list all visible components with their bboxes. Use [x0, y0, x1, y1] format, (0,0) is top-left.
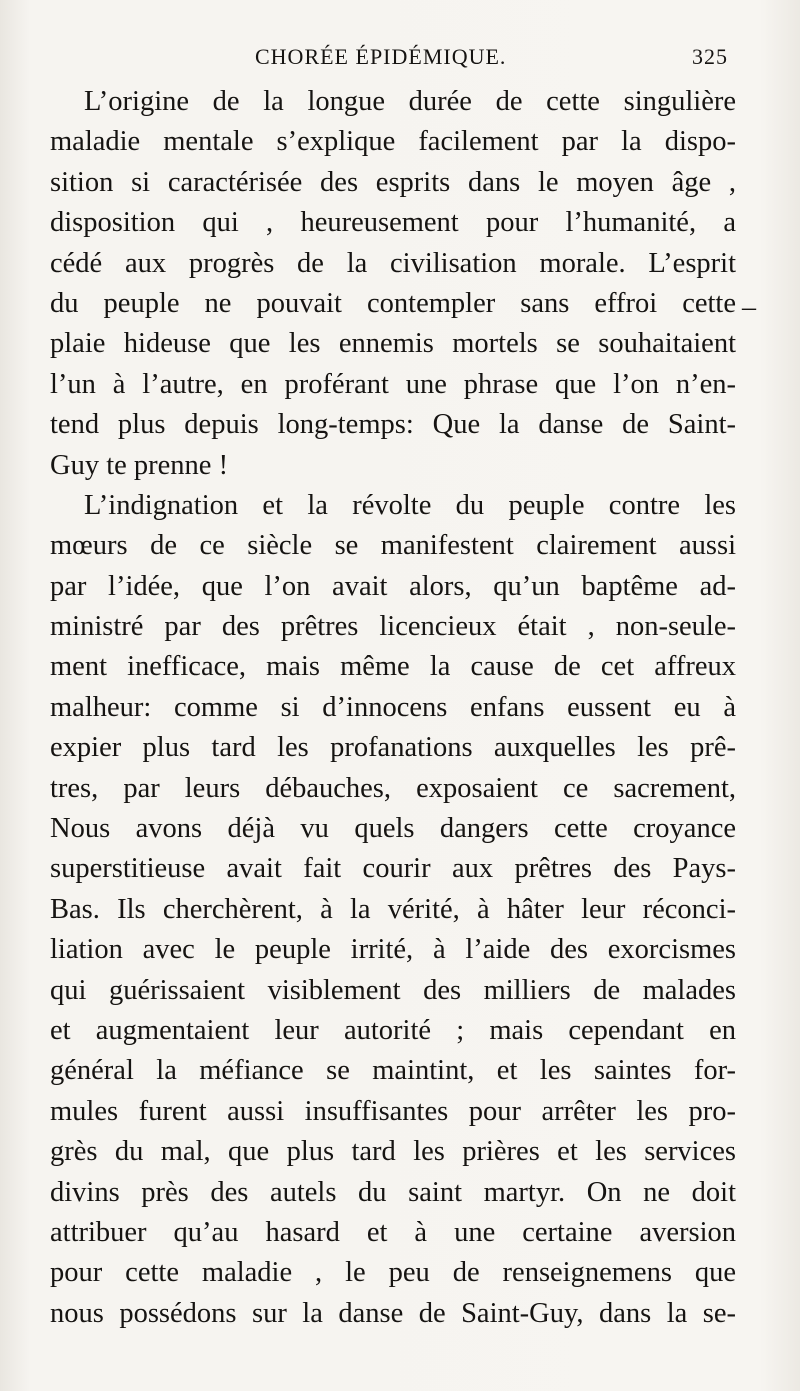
text-line: divins près des autels du saint martyr. On ne doit — [50, 1176, 736, 1208]
text-line: Bas. Ils cherchèrent, à la vérité, à hâter leur réconci- — [50, 893, 736, 925]
page-header — [60, 44, 740, 76]
running-title: CHORÉE ÉPIDÉMIQUE. — [255, 44, 507, 69]
margin-mark: – — [742, 292, 756, 323]
page-number: 325 — [692, 44, 728, 69]
text-line: L’indignation et la révolte du peuple contre les — [84, 489, 736, 521]
text-line: plaie hideuse que les ennemis mortels se souhaitaient — [50, 328, 736, 360]
text-line: maladie mentale s’explique facilement par la dispo- — [50, 126, 736, 158]
text-line: ment inefficace, mais même la cause de cet affreux — [50, 651, 736, 683]
text-line: ministré par des prêtres licencieux était , non-seule- — [50, 611, 736, 643]
text-line: attribuer qu’au hasard et à une certaine aversion — [50, 1216, 736, 1248]
text-line: superstitieuse avait fait courir aux prêtres des Pays- — [50, 853, 736, 885]
text-line: cédé aux progrès de la civilisation morale. L’esprit — [50, 247, 736, 279]
text-line: l’un à l’autre, en proférant une phrase que l’on n’en- — [50, 368, 736, 400]
text-line: mœurs de ce siècle se manifestent clairement aussi — [50, 530, 736, 562]
text-line: par l’idée, que l’on avait alors, qu’un baptême ad- — [50, 570, 736, 602]
text-line: mules furent aussi insuffisantes pour arrêter les pro- — [50, 1095, 736, 1127]
text-line: général la méfiance se maintint, et les saintes for- — [50, 1055, 736, 1087]
text-line: qui guérissaient visiblement des milliers de malades — [50, 974, 736, 1006]
text-line: sition si caractérisée des esprits dans le moyen âge , — [50, 166, 736, 198]
text-line: tend plus depuis long-temps: Que la danse de Saint- — [50, 409, 736, 441]
text-line: liation avec le peuple irrité, à l’aide des exorcismes — [50, 934, 736, 966]
text-line: grès du mal, que plus tard les prières et les services — [50, 1136, 736, 1168]
text-line: et augmentaient leur autorité ; mais cependant en — [50, 1014, 736, 1046]
text-line: Nous avons déjà vu quels dangers cette croyance — [50, 813, 736, 845]
text-line: expier plus tard les profanations auxquelles les prê- — [50, 732, 736, 764]
text-line: L’origine de la longue durée de cette singulière — [84, 86, 736, 117]
body-text — [50, 82, 736, 1334]
text-line: malheur: comme si d’innocens enfans eussent eu à — [50, 691, 736, 723]
text-line: disposition qui , heureusement pour l’humanité, a — [50, 207, 736, 239]
text-line: nous possédons sur la danse de Saint-Guy, dans la se- — [50, 1297, 736, 1329]
text-line: tres, par leurs débauches, exposaient ce sacrement, — [50, 772, 736, 804]
text-line: Guy te prenne ! — [50, 449, 229, 481]
text-line: du peuple ne pouvait contempler sans effroi cette — [50, 287, 736, 319]
text-line: pour cette maladie , le peu de renseignemens que — [50, 1257, 736, 1289]
